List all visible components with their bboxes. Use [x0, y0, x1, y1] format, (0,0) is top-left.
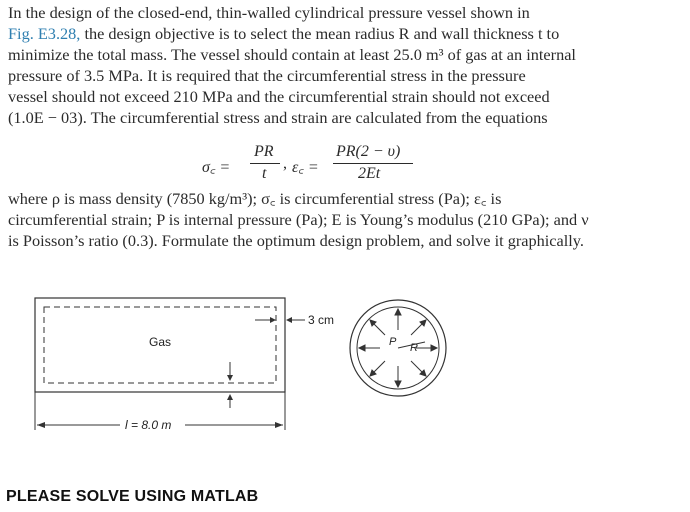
wall-arrow-right-head	[286, 317, 292, 323]
problem-line-4: pressure of 3.5 MPa. It is required that the circumferential stress in the pressure	[8, 66, 526, 85]
problem-statement	[8, 2, 680, 128]
problem2-line-3: is Poisson’s ratio (0.3). Formulate the optimum design problem, and solve it graphically.	[8, 231, 584, 250]
figure-reference-link[interactable]: Fig. E3.28,	[8, 24, 81, 43]
problem2-line-1: where ρ is mass density (7850 kg/m³); σ꜀ is circumferential stress (Pa); ε꜀ is	[8, 189, 502, 208]
problem-line-5: vessel should not exceed 210 MPa and the circumferential strain should not exceed	[8, 87, 550, 106]
fraction1-denominator: t	[262, 165, 267, 182]
fraction2-bar	[333, 163, 413, 164]
length-arrow-right	[275, 422, 283, 428]
length-label: l = 8.0 m	[125, 418, 172, 432]
equation-comma: ,	[283, 155, 287, 172]
solve-instruction: PLEASE SOLVE USING MATLAB	[6, 488, 259, 505]
pressure-label: P	[389, 336, 397, 348]
problem-line-1: In the design of the closed-end, thin-walled cylindrical pressure vessel shown in	[8, 3, 530, 22]
epsilon-lhs: ε꜀ =	[292, 159, 319, 176]
fraction1-bar	[250, 163, 280, 164]
problem-statement-continued	[8, 188, 680, 251]
length-arrow-left	[37, 422, 45, 428]
problem-line-6: (1.0E − 03). The circumferential stress and strain are calculated from the equations	[8, 108, 548, 127]
stress-strain-equations	[200, 143, 460, 185]
problem-line-2	[8, 23, 680, 44]
wall-arrow-left-head	[270, 317, 276, 323]
radius-label: R	[410, 342, 418, 354]
problem2-line-2: circumferential strain; P is internal pressure (Pa); E is Young’s modulus (210 GPa); and ν	[8, 210, 589, 229]
thickness-arrow-top-head	[227, 375, 233, 381]
fraction1-numerator: PR	[254, 143, 274, 160]
gas-label: Gas	[149, 335, 172, 349]
problem-line-2-text: the design objective is to select the mean radius R and wall thickness t to	[84, 24, 560, 43]
thickness-arrow-bottom-head	[227, 394, 233, 400]
problem-line-3: minimize the total mass. The vessel should contain at least 25.0 m³ of gas at an internal	[8, 45, 576, 64]
wall-thickness-label: 3 cm	[308, 313, 335, 327]
vessel-figure	[0, 280, 690, 460]
sigma-lhs: σ꜀ =	[202, 159, 231, 176]
pressure-vessel-diagram	[0, 280, 690, 460]
fraction2-numerator: PR(2 − υ)	[336, 143, 401, 160]
fraction2-denominator: 2Et	[358, 165, 381, 182]
